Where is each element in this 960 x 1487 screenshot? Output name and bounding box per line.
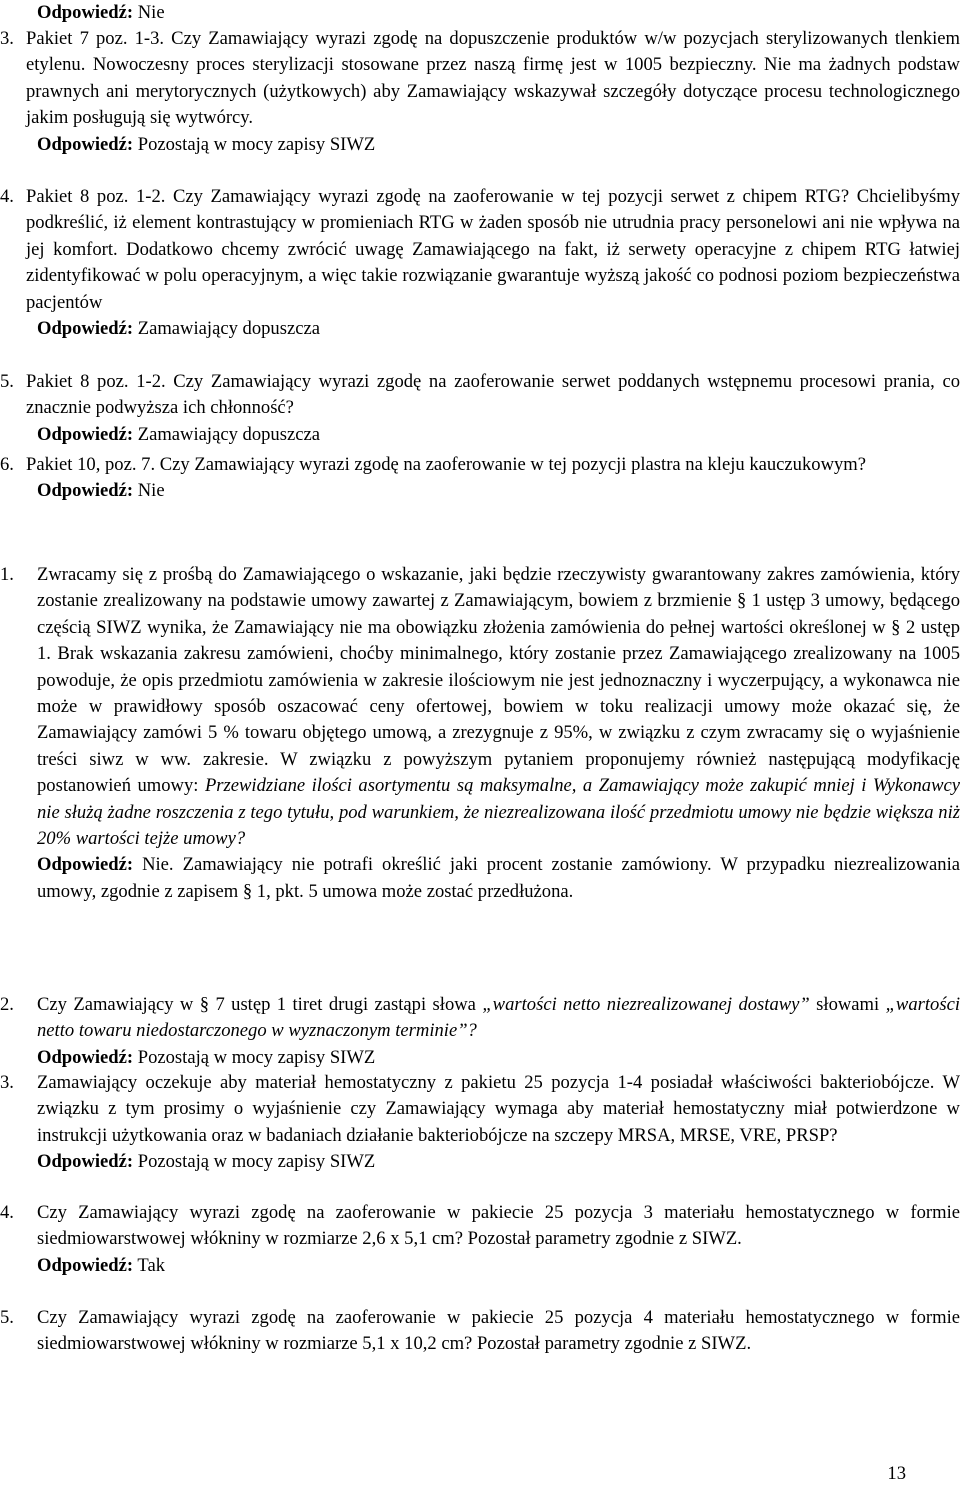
quoted-phrase: „wartości netto towaru niedostarczonego w wyznaczonym terminie”?: [37, 994, 960, 1042]
question-item: [0, 369, 960, 448]
answer-text: Nie. Zamawiający nie potrafi określić jaki procent zostanie zamówiony. W przypadku niezrealizowania umowy, zgodnie z zapisem § 1, pkt. 5 umowa może zostać przedłużona.: [37, 854, 960, 902]
question-item: [0, 1070, 960, 1176]
answer-label: Odpowiedź:: [37, 854, 134, 876]
question-item: [0, 184, 960, 342]
answer-text: Pozostają w mocy zapisy SIWZ: [133, 1046, 376, 1068]
answer-block: [0, 0, 960, 26]
question-text: Zamawiający oczekuje aby materiał hemostatyczny z pakietu 25 pozycja 1-4 posiadał właściwości bakteriobójcze. W związku z tym prosimy o wyjaśnienie czy Zamawiający wymaga aby materiał hemostatyczny miał potwierdzone w instrukcji użytkowania oraz w badaniach działanie bakteriobójcze na szczepy MRSA, MRSE, VRE, PRSP?: [37, 1072, 960, 1146]
question-text: Pakiet 8 poz. 1-2. Czy Zamawiający wyrazi zgodę na zaoferowanie w tej pozycji serwet z chipem RTG? Chcielibyśmy podkreślić, iż element kontrastujący w promieniach RTG w żaden sposób nie utrudnia pracy personelowi ani nie wpływa na jej komfort. Dodatkowo chcemy zwrócić uwagę Zamawiającego na fakt, iż serwety operacyjne z chipem RTG łatwiej zidentyfikować w polu operacyjnym, a więc takie rozwiązanie gwarantuje wyższą jakość co podnosi poziom bezpieczeństwa pacjentów: [26, 186, 960, 313]
question-body: Zwracamy się z prośbą do Zamawiającego o wskazanie, jaki będzie rzeczywisty gwarantowany zakres zamówienia, który zostanie zrealizowany na podstawie umowy zawartej z Zamawiającym, bowiem z brzmienie § 1 ustęp 3 umowy, będącego częścią SIWZ wynika, że Zamawiający nie ma obowiązku złożenia zamówienia do pełnej wartości określonej w § 2 ustęp 1. Brak wskazania zakresu zamówieni, choćby minimalnego, który zostanie przez Zamawiającego zrealizowany na 1005 powoduje, że opis przedmiotu zamówienia w zakresie ilościowym nie jest jednoznaczny i wyczerpujący, a wykonawca nie może w prawidłowy sposób oszacować ceny ofertowej, bowiem w toku realizacji umowy może okazać się, że Zamawiający zamówi 5 % towaru objętego umową, a zrezygnuje z 95%, w związku z czym zwracamy się o wyjaśnienie treści siwz w ww. zakresie. W związku z powyższym pytaniem proponujemy również następującą modyfikację postanowień umowy:: [37, 564, 960, 797]
question-item: [0, 452, 960, 505]
answer-text: Pozostają w mocy zapisy SIWZ: [133, 133, 376, 155]
question-body: słowami: [809, 994, 886, 1015]
question-item: [0, 992, 960, 1071]
answer-text: Nie: [133, 2, 165, 23]
answer-text: Pozostają w mocy zapisy SIWZ: [133, 1151, 376, 1173]
answer-label: Odpowiedź:: [37, 318, 134, 340]
answer-block: [37, 316, 960, 342]
answer-label: Odpowiedź:: [37, 133, 134, 155]
item-number: 4.: [0, 186, 14, 207]
proposed-clause: Przewidziane ilości asortymentu są maksymalne, a Zamawiający może zakupić mniej i Wykonawcy nie służą żadne roszczenia z tego tytułu, pod warunkiem, że niezrealizowana ilość przedmiotu umowy nie będzie większa niż 20% wartości tejże umowy?: [37, 775, 960, 850]
question-text: Pakiet 10, poz. 7. Czy Zamawiający wyrazi zgodę na zaoferowanie w tej pozycji plastra na kleju kauczukowym?: [26, 454, 867, 475]
answer-block: [37, 478, 960, 504]
answer-label: Odpowiedź:: [37, 1151, 134, 1173]
question-text: [37, 562, 960, 852]
answer-label: Odpowiedź:: [37, 423, 134, 445]
answer-text: Tak: [133, 1254, 165, 1276]
answer-text: Zamawiający dopuszcza: [133, 318, 320, 340]
answer-label: Odpowiedź:: [37, 1046, 134, 1068]
question-text: Pakiet 7 poz. 1-3. Czy Zamawiający wyrazi zgodę na dopuszczenie produktów w/w pozycjach sterylizowanych tlenkiem etylenu. Nowoczesny proces sterylizacji stosowane przez naszą firmę jest w 1005 bezpieczny. Nie ma żadnych podstaw prawnych ani merytorycznych (użytkowych) aby Zamawiający wskazywał szczegóły dotyczące procesu technologicznego jakim posługują się wytwórcy.: [26, 28, 960, 129]
item-number: 4.: [0, 1202, 14, 1223]
answer-block: [37, 1045, 960, 1071]
page-number: 13: [887, 1463, 906, 1484]
answer-text: Nie: [133, 480, 165, 502]
item-number: 2.: [0, 994, 14, 1015]
answer-label: Odpowiedź:: [37, 2, 134, 23]
question-text: Czy Zamawiający wyrazi zgodę na zaoferowanie w pakiecie 25 pozycja 3 materiału hemostatycznego w formie siedmiowarstwowej włókniny w rozmiarze 2,6 x 5,1 cm? Pozostał parametry zgodnie z SIWZ.: [37, 1202, 960, 1250]
answer-block: [37, 1149, 960, 1175]
item-number: 3.: [0, 1072, 14, 1093]
item-number: 1.: [0, 564, 14, 585]
question-item: [0, 1200, 960, 1279]
question-item: [0, 1305, 960, 1358]
answer-block: [37, 422, 960, 448]
question-item: [0, 26, 960, 158]
question-body: Czy Zamawiający w § 7 ustęp 1 tiret drugi zastąpi słowa: [37, 994, 483, 1015]
item-number: 5.: [0, 1307, 14, 1328]
item-number: 3.: [0, 28, 14, 49]
answer-label: Odpowiedź:: [37, 480, 134, 502]
answer-block: [37, 132, 960, 158]
question-item: [0, 562, 960, 905]
answer-block: [37, 852, 960, 905]
answer-text: Zamawiający dopuszcza: [133, 423, 320, 445]
question-text: Czy Zamawiający wyrazi zgodę na zaoferowanie w pakiecie 25 pozycja 4 materiału hemostatycznego w formie siedmiowarstwowej włókniny w rozmiarze 5,1 x 10,2 cm? Pozostał parametry zgodnie z SIWZ.: [37, 1307, 960, 1355]
question-text: Pakiet 8 poz. 1-2. Czy Zamawiający wyrazi zgodę na zaoferowanie serwet poddanych wstępnemu procesowi prania, co znacznie podwyższa ich chłonność?: [26, 371, 960, 419]
item-number: 5.: [0, 371, 14, 392]
item-number: 6.: [0, 454, 14, 475]
answer-label: Odpowiedź:: [37, 1254, 134, 1276]
quoted-phrase: „wartości netto niezrealizowanej dostawy”: [482, 994, 810, 1015]
answer-block: [37, 1253, 960, 1279]
question-text: [37, 992, 960, 1045]
